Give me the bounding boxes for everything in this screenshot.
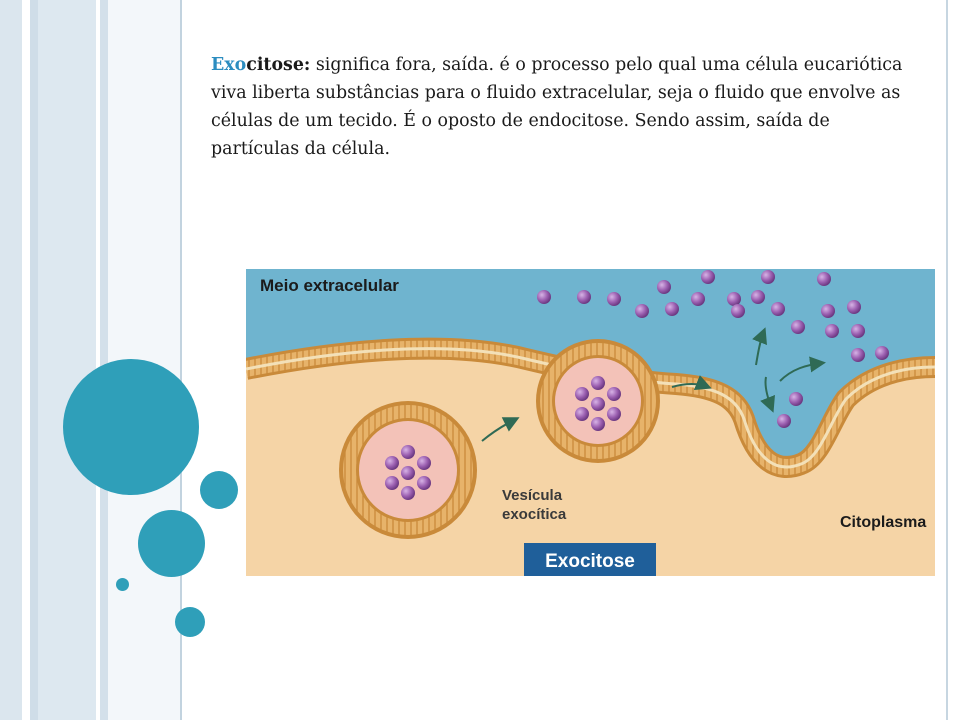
label-extracellular: Meio extracelular	[260, 276, 399, 295]
decor-circle-small	[175, 607, 205, 637]
definition-body: significa fora, saída. é o processo pelo qual uma célula eucariótica viva liberta substâncias para o fluido extracelular, seja o fluido que envolve as células de um tecido. É o oposto de endocitose. Sendo assim, saída de partículas da célula.	[211, 55, 903, 159]
label-cytoplasm: Citoplasma	[840, 514, 927, 531]
decor-circle-tiny	[116, 578, 129, 591]
exocytosis-diagram	[246, 269, 935, 576]
label-vesicle-line1: Vesícula	[502, 487, 563, 504]
label-vesicle-line2: exocítica	[502, 506, 567, 523]
decor-stripe	[38, 0, 96, 720]
decor-stripe	[30, 0, 38, 720]
decor-stripe	[0, 0, 22, 720]
term-prefix: Exo	[211, 55, 247, 75]
decor-circle-small	[200, 471, 238, 509]
decor-stripe	[100, 0, 108, 720]
decor-circle-large	[63, 359, 199, 495]
term-suffix: citose:	[246, 55, 311, 75]
decor-right-border	[946, 0, 948, 720]
exocytosis-figure	[246, 269, 935, 576]
decor-circle-medium	[138, 510, 205, 577]
definition-paragraph	[211, 51, 911, 163]
figure-title: Exocitose	[545, 551, 635, 572]
